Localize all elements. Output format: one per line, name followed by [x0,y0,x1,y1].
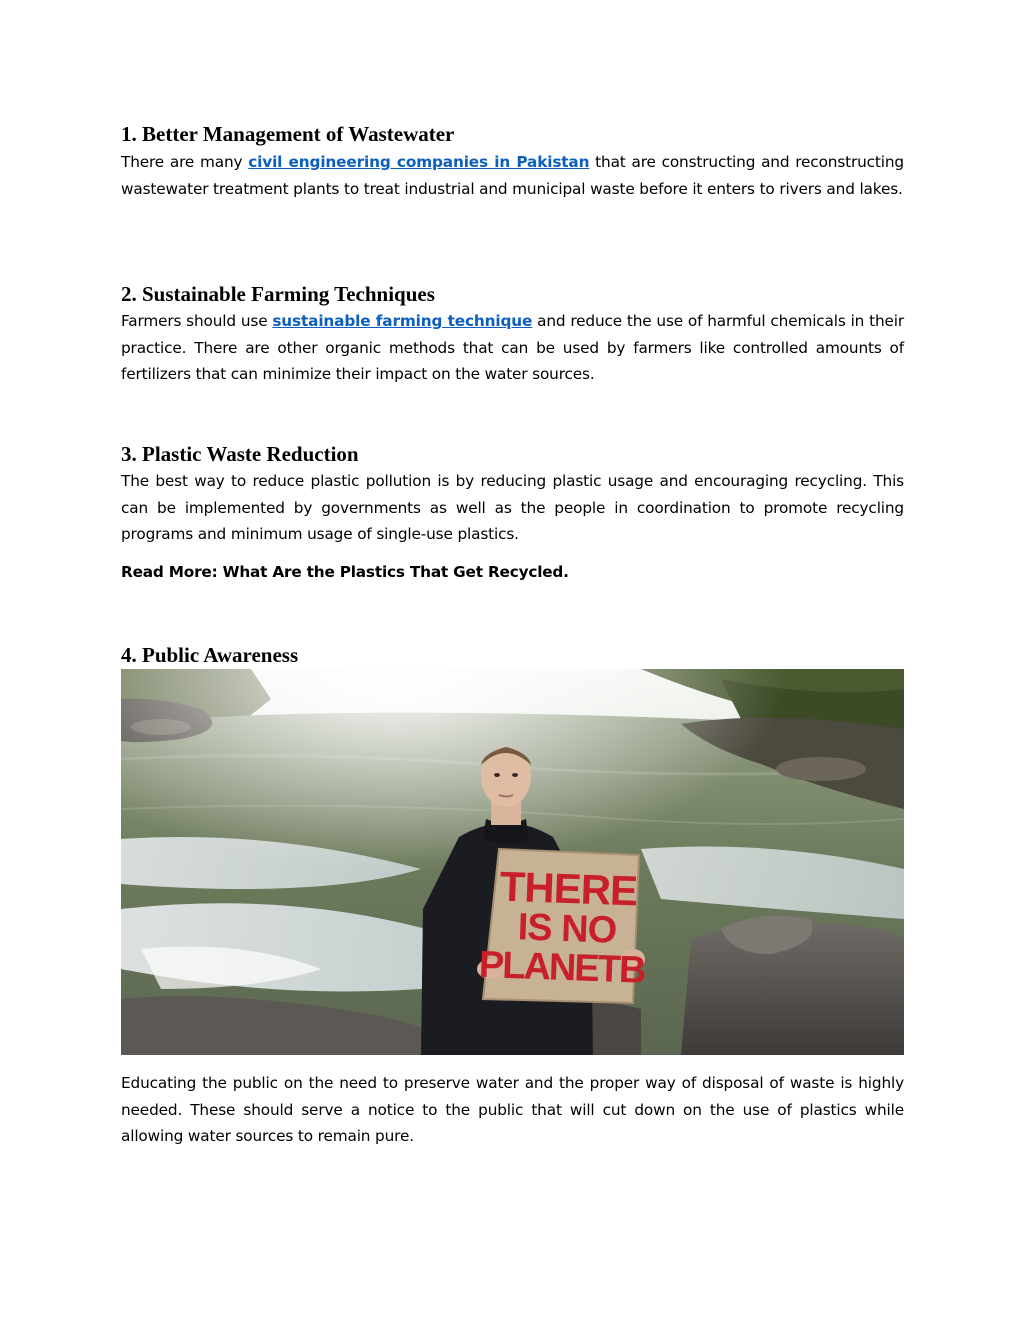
sign-line-2: IS NO [517,906,617,952]
sustainable-farming-link[interactable]: sustainable farming technique [272,312,533,330]
public-awareness-photo [121,669,904,1055]
read-more-link[interactable]: Read More: What Are the Plastics That Get Recycled. [121,563,569,581]
section-2-text-before: Farmers should use [121,312,273,330]
section-2-text-after: and reduce the use of harmful chemicals in their practice. There are other organic methods that can be used by farmers like controlled amounts of fertilizers that can minimize their impact on the water sources. [121,312,904,383]
section-3-paragraph: The best way to reduce plastic pollution is by reducing plastic usage and encouraging recycling. This can be implemented by governments as well as the people in coordination to promote recycling programs and minimum usage of single-use plastics. [121,472,904,543]
sign-line-1: THERE [498,862,638,915]
section-3-heading: 3. Plastic Waste Reduction [121,442,359,466]
sign-line-3: PLANETB [478,943,646,992]
section-1-paragraph [121,149,904,202]
section-1-heading: 1. Better Management of Wastewater [121,122,455,146]
section-1-text-before: There are many [121,153,249,171]
civil-engineering-link[interactable]: civil engineering companies in Pakistan [248,153,590,171]
section-4-heading: 4. Public Awareness [121,643,299,667]
section-1-text-after: that are constructing and reconstructing wastewater treatment plants to treat industrial and municipal waste before it enters to rivers and lakes. [121,153,904,198]
section-2-heading: 2. Sustainable Farming Techniques [121,282,435,306]
section-4-paragraph: Educating the public on the need to preserve water and the proper way of disposal of waste is highly needed. These should serve a notice to the public that will cut down on the use of plastics while allowing water sources to remain pure. [121,1074,904,1145]
section-2-paragraph [121,308,904,388]
